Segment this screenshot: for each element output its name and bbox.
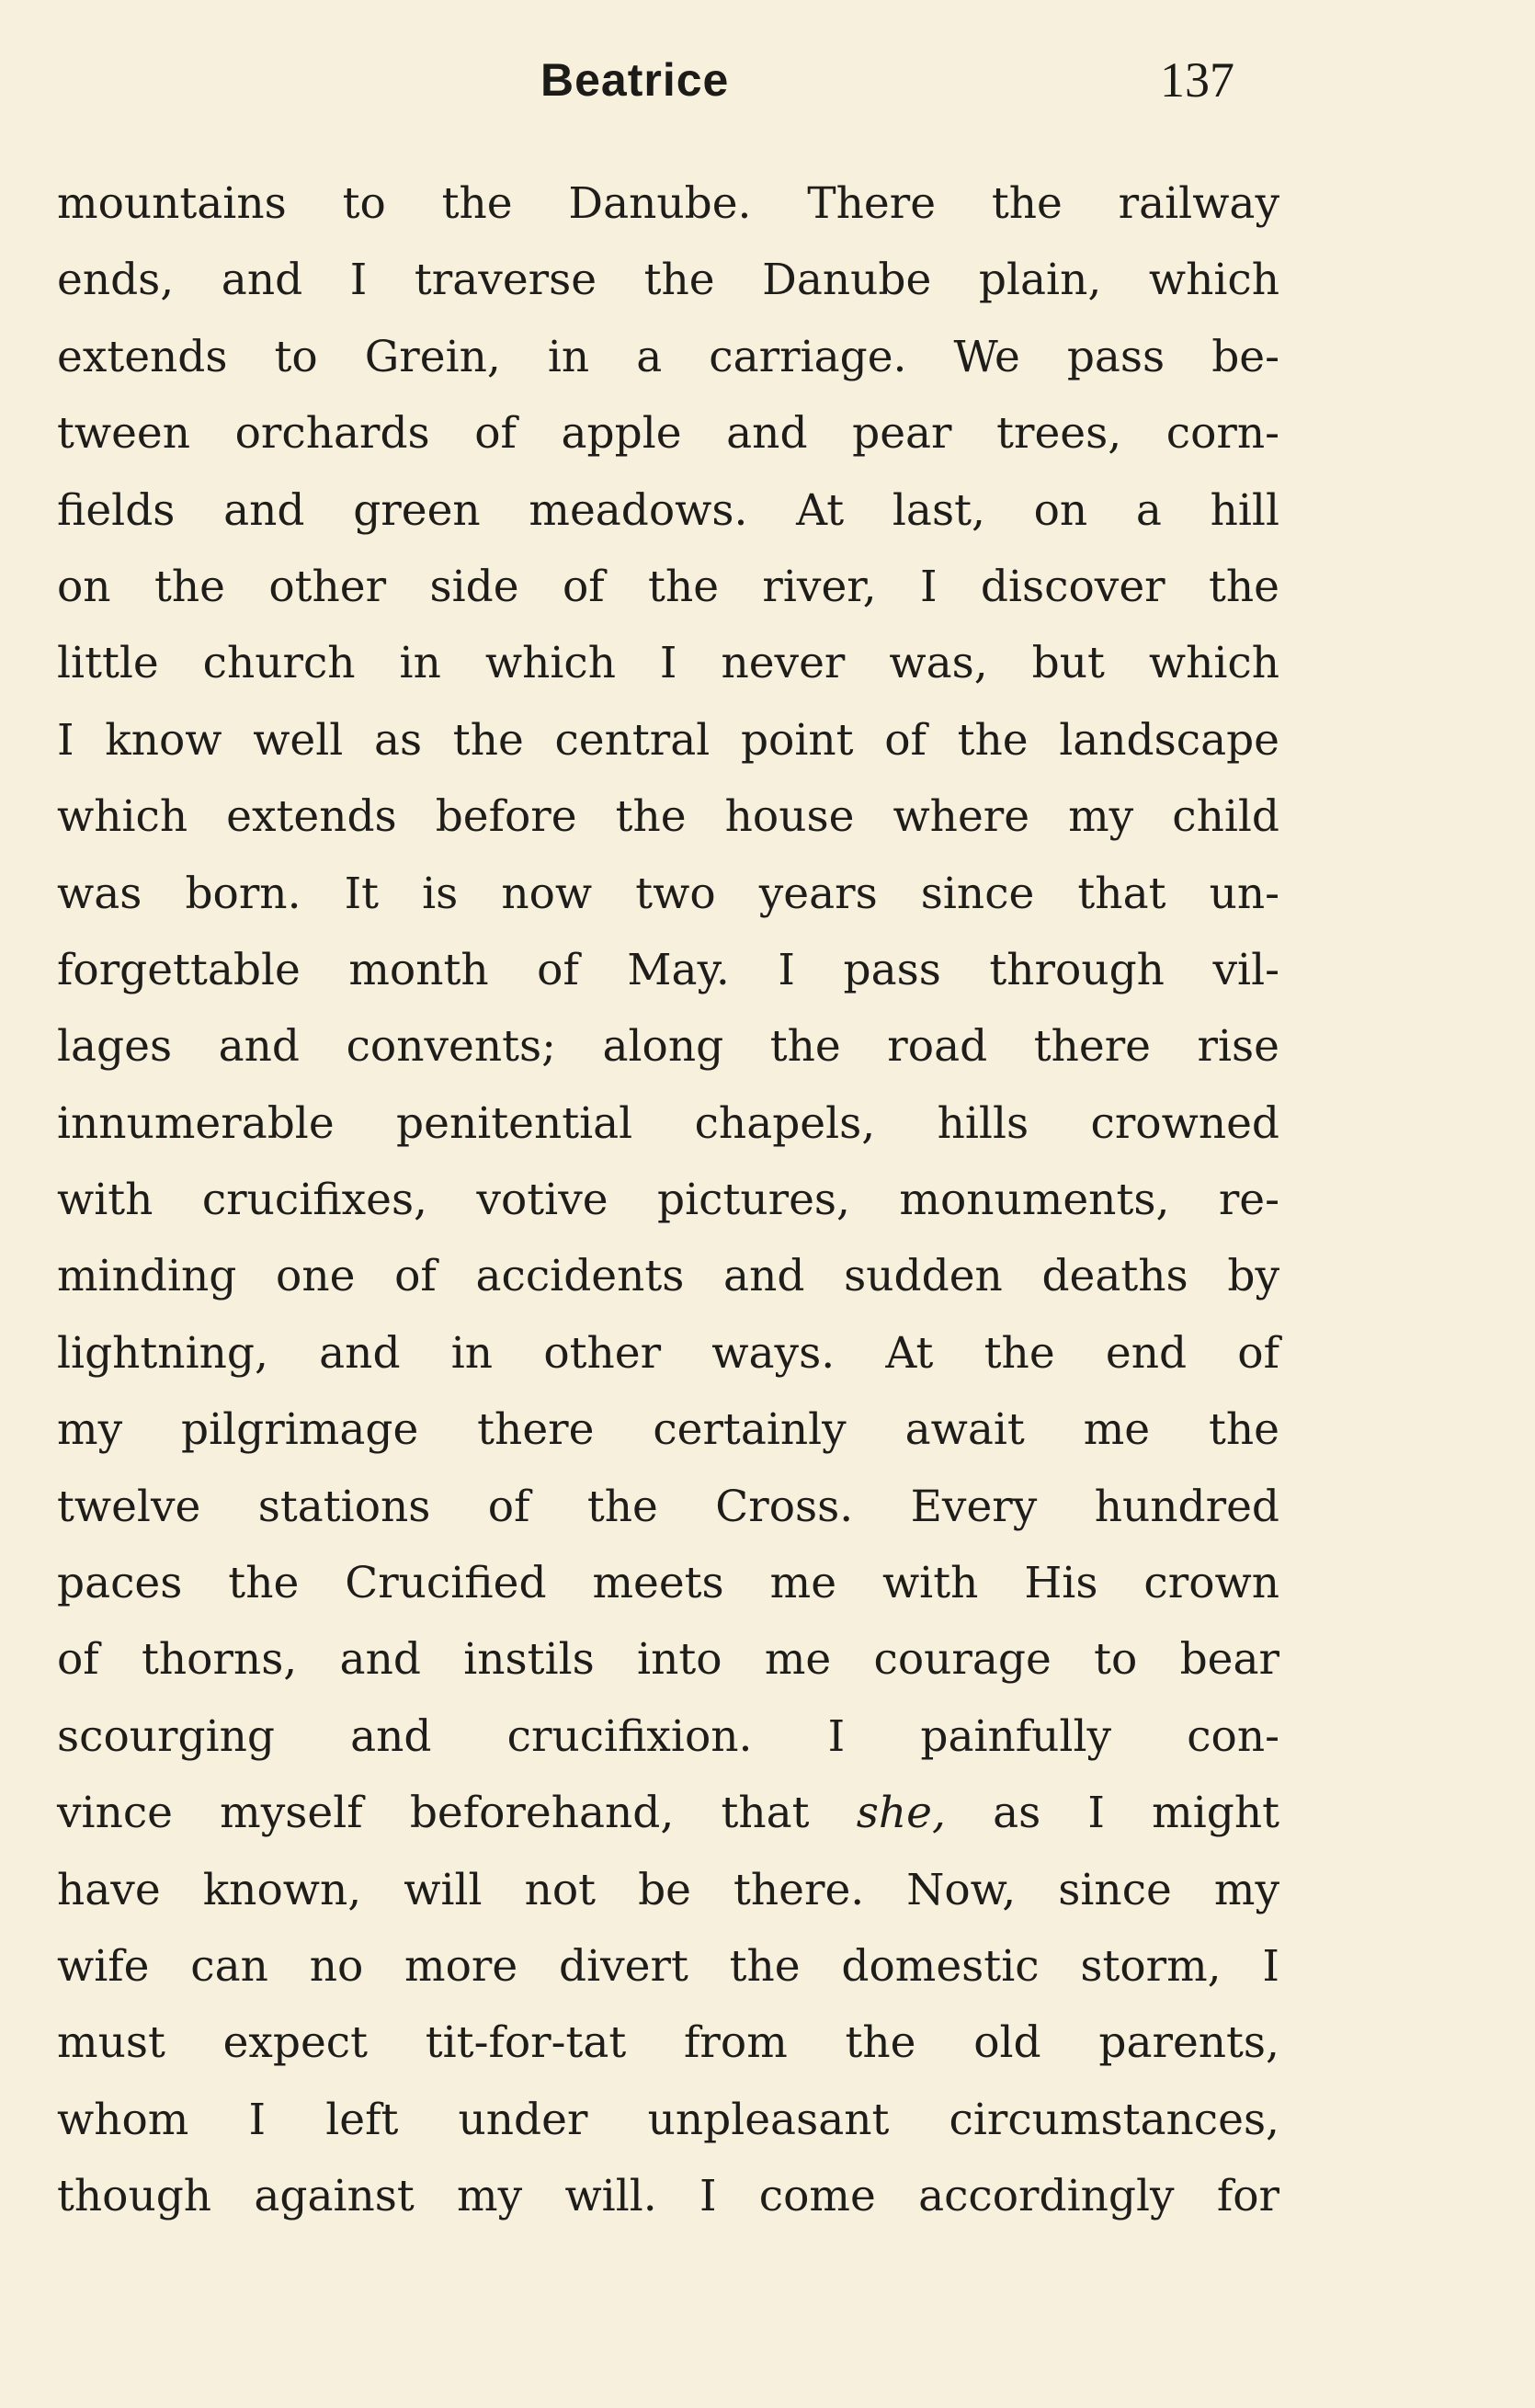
- text-line: which extends before the house where my child: [57, 791, 1279, 843]
- text-line: forgettable month of May. I pass through vil-: [57, 944, 1279, 995]
- text-line: twelve stations of the Cross. Every hundred: [57, 1481, 1279, 1532]
- text-line: [57, 1775, 1279, 1851]
- text-line: tween orchards of apple and pear trees, corn-: [57, 408, 1279, 460]
- italic-word: she,: [856, 1788, 946, 1839]
- text-line: have known, will not be there. Now, since my: [57, 1864, 1279, 1915]
- text-line: ends, and I traverse the Danube plain, which: [57, 255, 1279, 306]
- text-line: I know well as the central point of the landscape: [57, 714, 1279, 766]
- text-line: mountains to the Danube. There the railway: [57, 178, 1279, 229]
- text-line: must expect tit-for-tat from the old parents,: [57, 2017, 1279, 2069]
- text-line: lightning, and in other ways. At the end of: [57, 1327, 1279, 1379]
- text-line: extends to Grein, in a carriage. We pass be-: [57, 331, 1279, 382]
- text-line: wife can no more divert the domestic storm, I: [57, 1940, 1279, 1992]
- text-line: innumerable penitential chapels, hills crowned: [57, 1097, 1279, 1149]
- text-line: scourging and crucifixion. I painfully con-: [57, 1710, 1279, 1762]
- text-line: little church in which I never was, but which: [57, 638, 1279, 689]
- text-line: on the other side of the river, I discover the: [57, 561, 1279, 612]
- running-head: [0, 48, 1535, 112]
- line-text-before-italic: vince myself beforehand, that: [57, 1788, 857, 1839]
- text-line: whom I left under unpleasant circumstances,: [57, 2094, 1279, 2145]
- page-number: 137: [1160, 52, 1234, 108]
- text-line: lages and convents; along the road there rise: [57, 1021, 1279, 1073]
- body-text: [57, 165, 1279, 2235]
- text-line: my pilgrimage there certainly await me the: [57, 1404, 1279, 1456]
- text-line: fields and green meadows. At last, on a hill: [57, 484, 1279, 536]
- text-line: though against my will. I come accordingly for: [57, 2171, 1279, 2222]
- text-line: was born. It is now two years since that un-: [57, 868, 1279, 919]
- text-line: with crucifixes, votive pictures, monuments, re-: [57, 1175, 1279, 1226]
- text-line: minding one of accidents and sudden deaths by: [57, 1251, 1279, 1302]
- running-title: Beatrice: [540, 54, 730, 106]
- line-text-after-italic: as I might: [945, 1788, 1279, 1839]
- text-line: of thorns, and instils into me courage to bear: [57, 1634, 1279, 1686]
- text-line: paces the Crucified meets me with His crown: [57, 1558, 1279, 1609]
